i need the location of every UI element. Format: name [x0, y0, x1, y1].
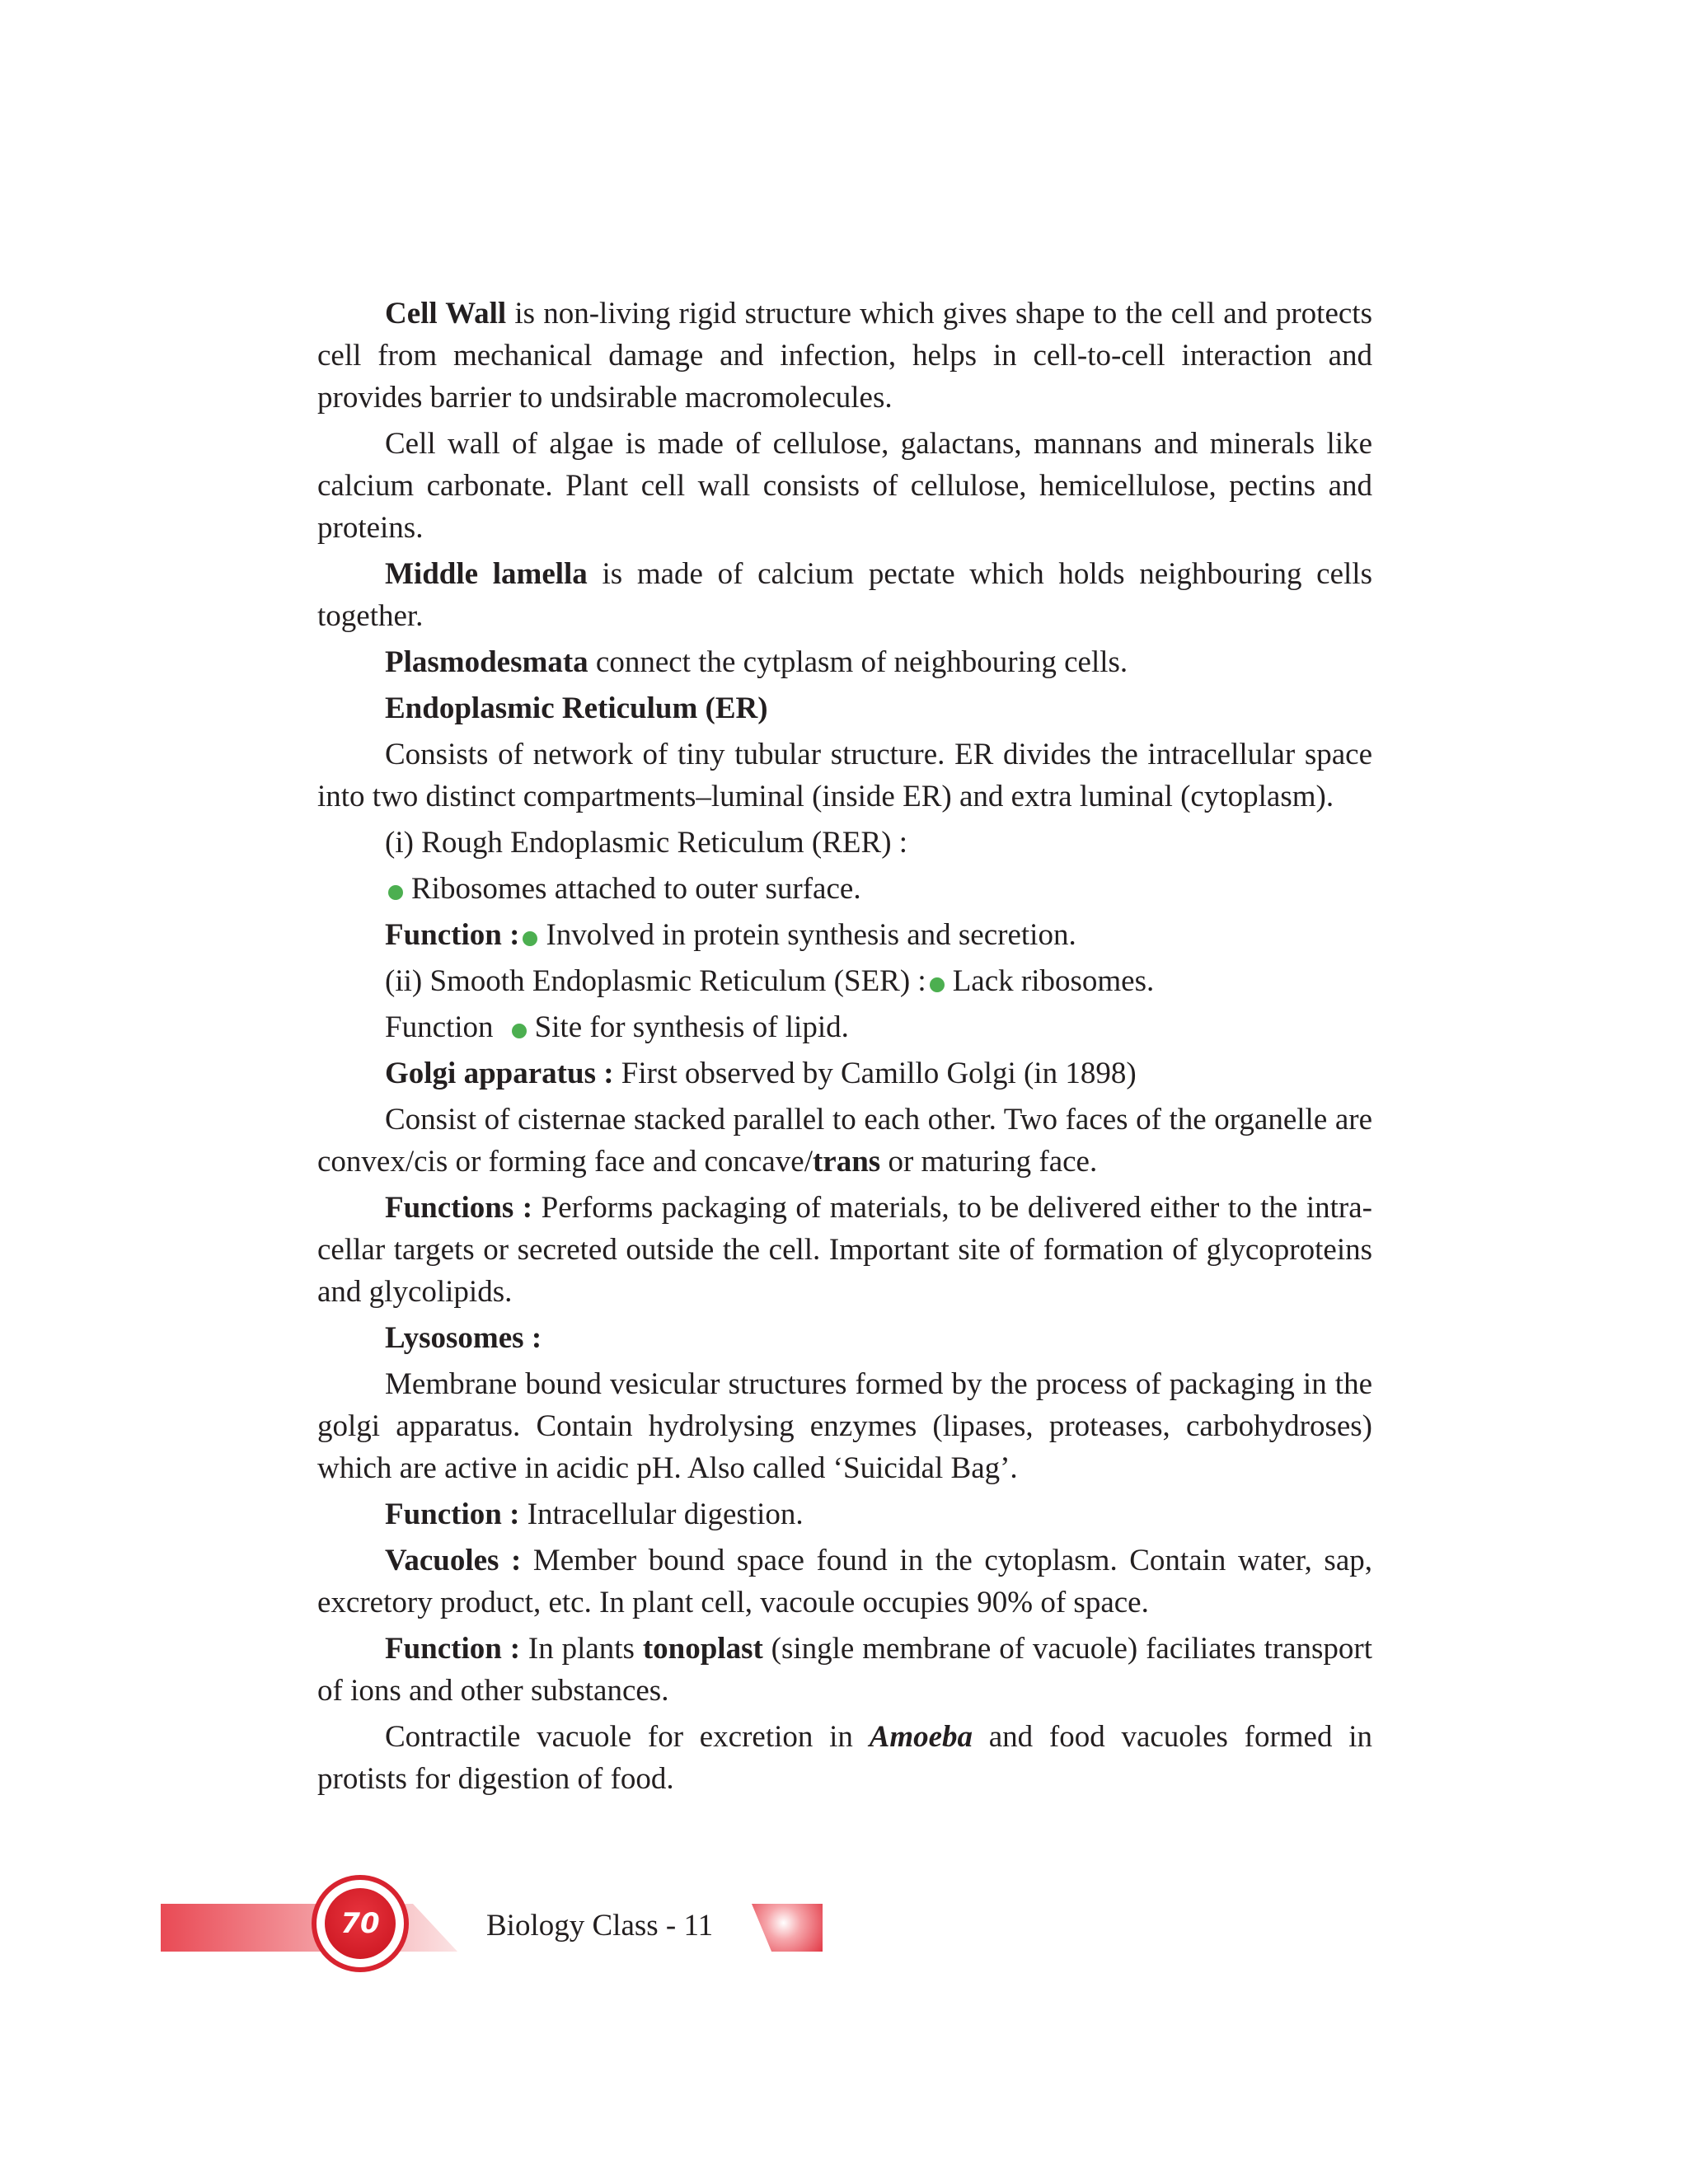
paragraph-text: Membrane bound vesicular structures formed by the process of packaging in the golgi apparatus. Contain hydrolysing enzymes (lipases, proteases, carbohydroses) which are active in acidic pH. Also called ‘Suicidal Bag’. — [317, 1367, 1372, 1485]
paragraph-text: or maturing face. — [880, 1145, 1098, 1179]
paragraph-text: (single membrane of vacuole) faciliates transport of ions and other substances. — [317, 1632, 1373, 1708]
bullet-dot-icon — [523, 931, 537, 946]
paragraph-text: is made of calcium pectate which holds neighbouring cells together. — [317, 557, 1372, 633]
paragraph-text: Involved in protein synthesis and secretion. — [546, 918, 1076, 952]
bullet-dot-icon — [512, 1024, 527, 1038]
paragraph-text: Site for synthesis of lipid. — [534, 1010, 849, 1044]
paragraph-vacuole-function — [317, 1628, 1372, 1712]
term-plasmodesmata: Plasmodesmata — [385, 645, 588, 679]
term-trans: trans — [812, 1145, 881, 1179]
paragraph-text: (i) Rough Endoplasmic Reticulum (RER) : — [385, 826, 908, 860]
paragraph-vacuoles — [317, 1540, 1372, 1624]
paragraph-cell-wall-composition — [317, 423, 1372, 549]
heading-lysosomes — [317, 1317, 1372, 1359]
page-number: 70 — [325, 1888, 396, 1959]
bullet-dot-icon — [388, 885, 403, 900]
bullet-dot-icon — [930, 977, 945, 992]
footer-decorative-band-left — [161, 1904, 457, 1952]
term-middle-lamella: Middle lamella — [385, 557, 588, 591]
term-tonoplast: tonoplast — [642, 1632, 763, 1666]
paragraph-text: First observed by Camillo Golgi (in 1898) — [613, 1057, 1137, 1090]
paragraph-ser-function — [317, 1006, 1372, 1048]
paragraph-golgi-structure — [317, 1099, 1372, 1183]
paragraph-text: In plants — [520, 1632, 643, 1666]
footer-decorative-band-right — [752, 1904, 823, 1952]
heading-endoplasmic-reticulum — [317, 687, 1372, 729]
paragraph-cell-wall — [317, 293, 1372, 419]
term-cell-wall: Cell Wall — [385, 297, 507, 330]
paragraph-text: (ii) Smooth Endoplasmic Reticulum (SER) : — [385, 964, 926, 998]
term-amoeba: Amoeba — [869, 1720, 973, 1754]
term-function: Function : — [385, 1632, 521, 1666]
paragraph-rer-bullet — [317, 868, 1372, 910]
book-title: Biology Class - 11 — [486, 1909, 714, 1943]
paragraph-golgi-heading — [317, 1052, 1372, 1094]
section-heading: Lysosomes : — [385, 1321, 542, 1355]
paragraph-contractile-vacuole — [317, 1716, 1372, 1800]
term-function: Function : — [385, 918, 520, 952]
paragraph-text: Performs packaging of materials, to be delivered either to the intra-cellar targets or secreted outside the cell. Important site of formation of glycoproteins and glycolipids. — [317, 1191, 1372, 1309]
paragraph-text: Intracellular digestion. — [519, 1497, 804, 1531]
paragraph-ser — [317, 960, 1372, 1002]
paragraph-text: Lack ribosomes. — [952, 964, 1155, 998]
page-number-badge — [312, 1875, 409, 1972]
term-vacuoles: Vacuoles : — [385, 1544, 522, 1577]
page-body — [317, 293, 1372, 1804]
paragraph-rer-heading — [317, 822, 1372, 864]
paragraph-text: and food vacuoles formed in protists for digestion of food. — [317, 1720, 1372, 1796]
paragraph-er-description — [317, 733, 1372, 818]
paragraph-text: Member bound space found in the cytoplasm. Contain water, sap, excretory product, etc. In plant cell, vacoule occupies 90% of space. — [317, 1544, 1372, 1619]
paragraph-lysosome-function — [317, 1493, 1372, 1535]
section-heading: Endoplasmic Reticulum (ER) — [385, 691, 768, 725]
paragraph-middle-lamella — [317, 553, 1372, 637]
paragraph-text: Consist of cisternae stacked parallel to each other. Two faces of the organelle are convex/cis or forming face and concave/ — [317, 1103, 1372, 1179]
paragraph-text: Contractile vacuole for excretion in — [385, 1720, 870, 1754]
paragraph-rer-function — [317, 914, 1372, 956]
paragraph-lysosomes — [317, 1363, 1372, 1489]
paragraph-text: Consists of network of tiny tubular structure. ER divides the intracellular space into two distinct compartments–luminal (inside ER) and extra luminal (cytoplasm). — [317, 738, 1372, 813]
paragraph-text: connect the cytplasm of neighbouring cells. — [588, 645, 1128, 679]
paragraph-plasmodesmata — [317, 641, 1372, 683]
term-function: Function : — [385, 1497, 520, 1531]
paragraph-text: Ribosomes attached to outer surface. — [411, 872, 861, 906]
term-functions: Functions : — [385, 1191, 533, 1225]
paragraph-text: Function — [385, 1010, 494, 1044]
paragraph-text: is non-living rigid structure which gives shape to the cell and protects cell from mechanical damage and infection, helps in cell-to-cell interaction and provides barrier to undsirable macromolecules. — [317, 297, 1372, 415]
term-golgi-apparatus: Golgi apparatus : — [385, 1057, 614, 1090]
paragraph-golgi-functions — [317, 1187, 1372, 1313]
paragraph-text: Cell wall of algae is made of cellulose, galactans, mannans and minerals like calcium carbonate. Plant cell wall consists of cellulose, hemicellulose, pectins and proteins. — [317, 427, 1372, 545]
page-footer — [0, 1871, 1688, 1978]
